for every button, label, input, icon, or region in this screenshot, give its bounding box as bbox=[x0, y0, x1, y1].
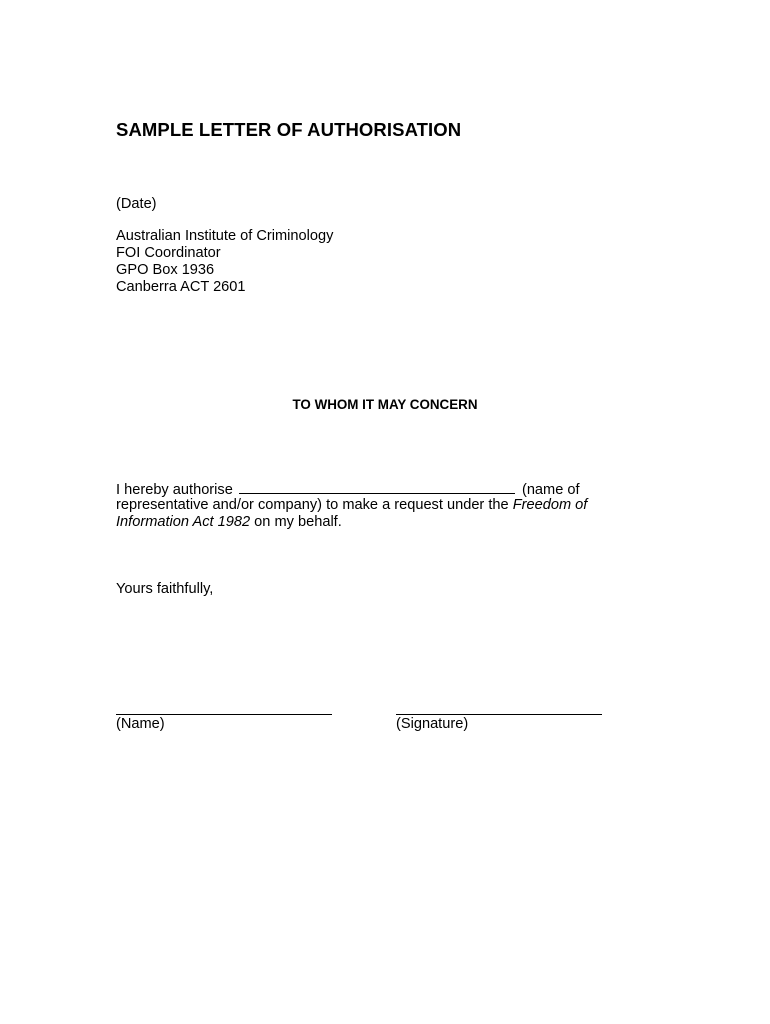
name-label: (Name) bbox=[116, 716, 165, 732]
paragraph-line-2 bbox=[116, 497, 636, 514]
act-name-part-2: Information Act 1982 bbox=[116, 514, 251, 530]
address-line-1: Australian Institute of Criminology bbox=[116, 228, 334, 244]
behalf-text: on my behalf. bbox=[250, 514, 342, 530]
closing-text: Yours faithfully, bbox=[116, 581, 214, 597]
representative-name-blank bbox=[239, 480, 515, 494]
salutation-heading: TO WHOM IT MAY CONCERN bbox=[292, 397, 478, 412]
authorisation-paragraph bbox=[116, 480, 636, 531]
act-name-part-1: Freedom of bbox=[512, 497, 588, 513]
signature-label: (Signature) bbox=[396, 716, 469, 732]
name-of-text: (name of bbox=[521, 482, 580, 498]
recipient-address bbox=[116, 228, 333, 296]
address-line-3: GPO Box 1936 bbox=[116, 262, 215, 278]
date-placeholder: (Date) bbox=[116, 196, 157, 212]
paragraph-line-1 bbox=[116, 480, 636, 497]
address-line-2: FOI Coordinator bbox=[116, 245, 221, 261]
signature-line bbox=[396, 714, 602, 715]
paragraph-line-3 bbox=[116, 514, 636, 531]
document-title: SAMPLE LETTER OF AUTHORISATION bbox=[116, 119, 462, 140]
name-signature-line bbox=[116, 714, 332, 715]
authorise-text: I hereby authorise bbox=[116, 482, 233, 498]
representative-text: representative and/or company) to make a request under the bbox=[116, 497, 513, 513]
address-line-4: Canberra ACT 2601 bbox=[116, 279, 246, 295]
